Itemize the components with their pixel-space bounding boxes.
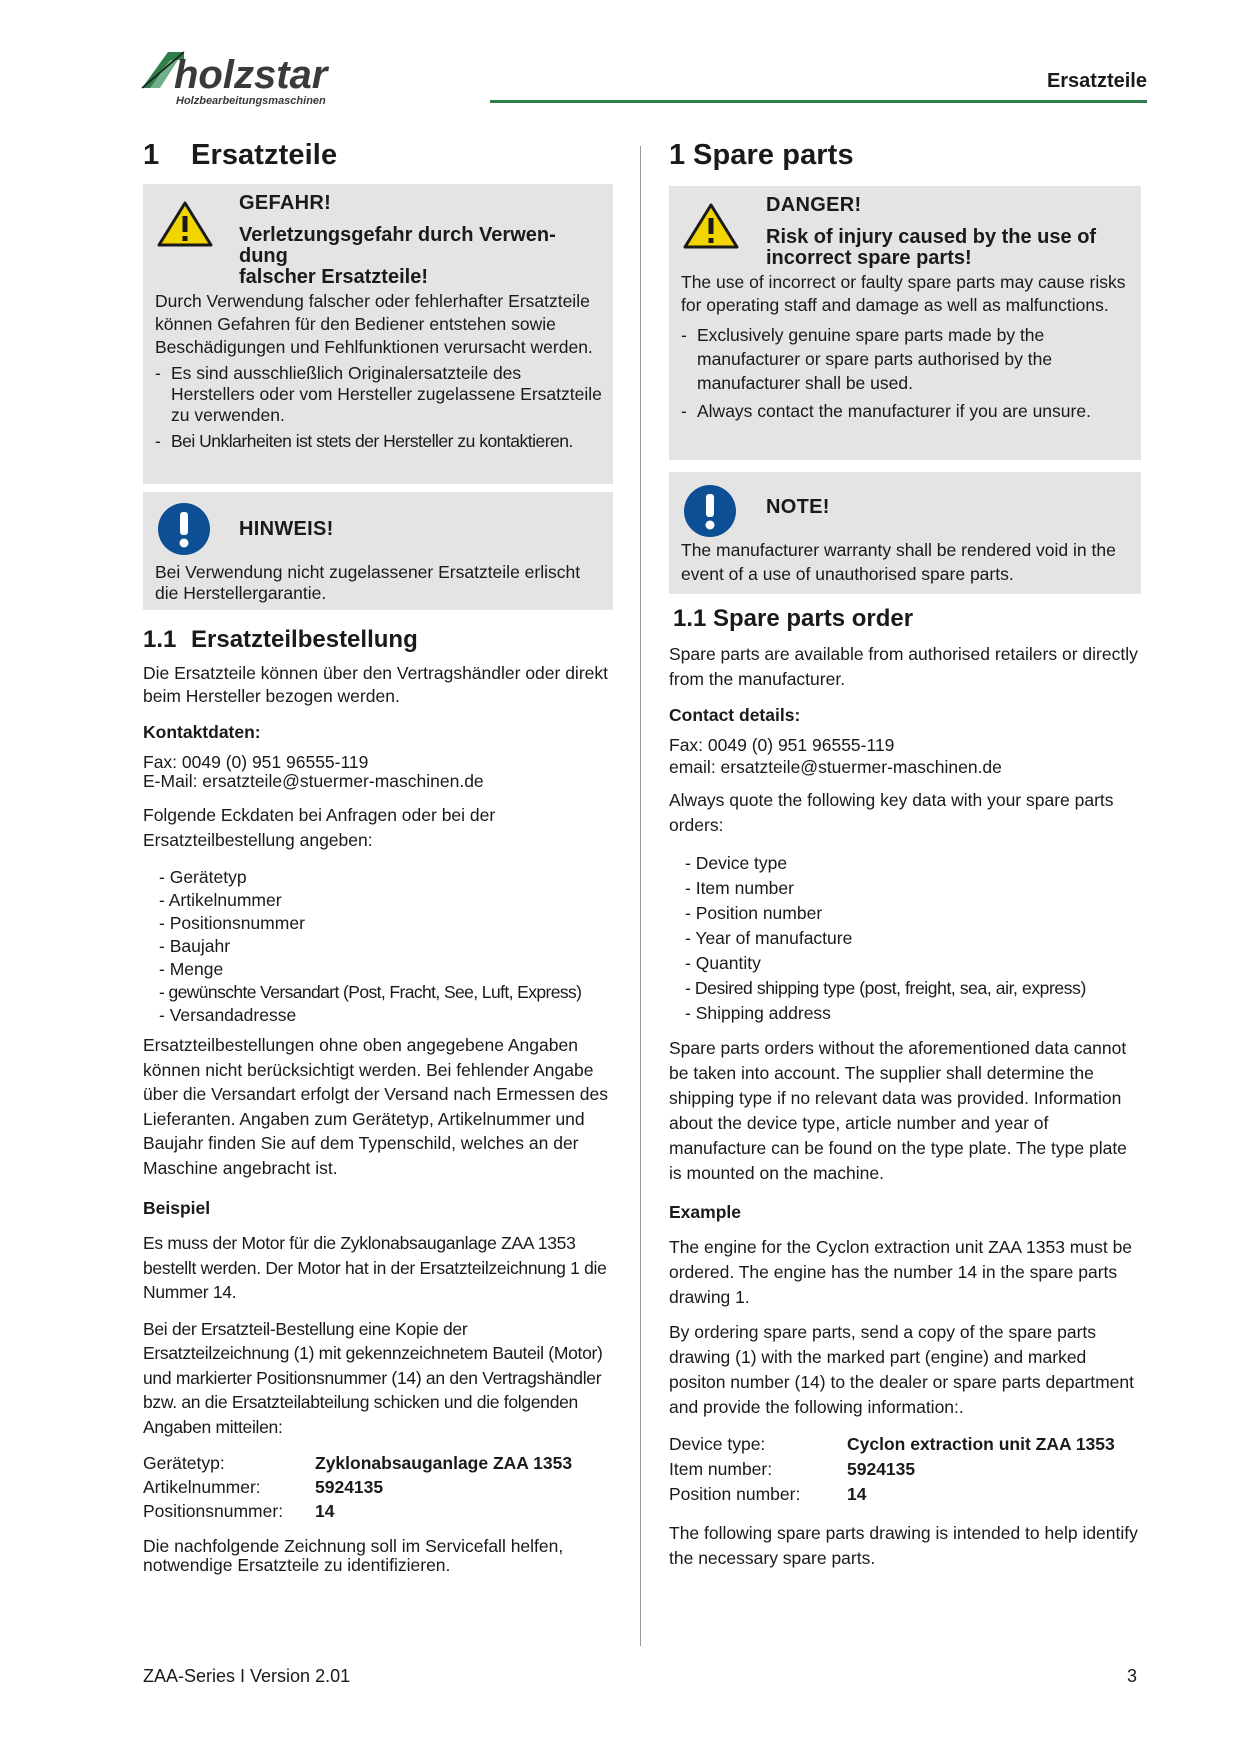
heading-number: 1.1 <box>673 605 707 632</box>
danger-subtitle-line1: Verletzungsgefahr durch Verwen- <box>239 224 556 246</box>
danger-text: Durch Verwendung falscher oder fehlerhafter Ersatzteile können Gefahren für den Bediener entstehen sowie Beschädigungen und Fehlfunktionen verursacht werden. <box>155 291 593 357</box>
table-row <box>669 1457 1115 1482</box>
example-table <box>669 1432 1115 1507</box>
list-item: - Device type <box>685 851 1141 876</box>
table-value: Zyklonabsauganlage ZAA 1353 <box>315 1453 573 1473</box>
exclamation-circle-icon <box>157 502 211 561</box>
contact-fax: Fax: 0049 (0) 951 96555-119 <box>669 735 895 755</box>
list-item: - Position number <box>685 901 1141 926</box>
table-key: Gerätetyp: <box>143 1453 225 1473</box>
heading-number: 1.1 <box>143 626 177 653</box>
danger-subtitle-line1: Risk of injury caused by the use of <box>766 226 1097 248</box>
header-section-title: Ersatzteile <box>1046 70 1147 92</box>
holzstar-logo <box>140 46 420 108</box>
column-divider <box>640 146 641 1646</box>
column-english <box>669 138 1141 1571</box>
table-value: 14 <box>315 1501 335 1521</box>
heading-number: 1 <box>143 139 160 171</box>
heading-text: Spare parts order <box>713 605 914 632</box>
exclamation-circle-icon <box>683 484 737 543</box>
logo-tagline: Holzbearbeitungsmaschinen <box>176 95 326 107</box>
list-item: - Item number <box>685 876 1141 901</box>
closing-text: Die nachfolgende Zeichnung soll im Servicefall helfen, notwendige Ersatzteile zu identifizieren. <box>143 1536 564 1575</box>
danger-item: - Exclusively genuine spare parts made by the manufacturer or spare parts authorised by the manufacturer shall be used. <box>681 323 1133 395</box>
footer-version: ZAA-Series I Version 2.01 <box>143 1666 351 1686</box>
key-data-list <box>669 851 1141 1026</box>
example-table <box>143 1451 572 1523</box>
heading-text: Spare parts <box>693 139 854 171</box>
column-german <box>143 138 613 1575</box>
example-text: Es muss der Motor für die Zyklonabsauganlage ZAA 1353 bestellt werden. Der Motor hat in der Ersatzteilzeichnung 1 die Nummer 14. <box>143 1233 607 1302</box>
danger-subtitle-line2: dung <box>239 245 288 267</box>
heading-number: 1 <box>669 139 686 171</box>
contact-label: Contact details: <box>669 705 801 725</box>
note-box <box>143 492 613 610</box>
danger-item: - Es sind ausschließlich Originalersatzteile des Herstellers oder vom Hersteller zugelassene Ersatzteile zu verwenden. <box>155 363 605 426</box>
list-item: - Baujahr <box>159 935 613 958</box>
note-box <box>669 472 1141 594</box>
page-number: 3 <box>1127 1666 1138 1686</box>
header-rule <box>490 100 1147 103</box>
example-text: By ordering spare parts, send a copy of the spare parts drawing (1) with the marked part (engine) and marked positon number (14) to the dealer or spare parts department and provide the following information:. <box>669 1322 1134 1417</box>
heading-ersatzteile <box>143 138 613 172</box>
contact-fax: Fax: 0049 (0) 951 96555-119 <box>143 752 369 772</box>
heading-spare-parts-order <box>673 604 1141 634</box>
key-data-list <box>143 866 613 1027</box>
list-item: - gewünschte Versandart (Post, Fracht, See, Luft, Express) <box>159 981 613 1004</box>
list-item: - Year of manufacture <box>685 926 1141 951</box>
danger-subtitle-line3: falscher Ersatzteile! <box>239 266 428 288</box>
list-item: - Positionsnummer <box>159 912 613 935</box>
example-label: Beispiel <box>143 1198 211 1218</box>
table-key: Item number: <box>669 1459 773 1479</box>
order-intro: Die Ersatzteile können über den Vertragshändler oder direkt beim Hersteller bezogen werden. <box>143 663 608 706</box>
table-key: Positionsnummer: <box>143 1501 284 1521</box>
table-value: 5924135 <box>315 1477 384 1497</box>
danger-text: The use of incorrect or faulty spare parts may cause risks for operating staff and damage as well as malfunctions. <box>681 272 1126 315</box>
table-value: 14 <box>847 1484 867 1504</box>
note-text: The manufacturer warranty shall be rendered void in the event of a use of unauthorised spare parts. <box>681 540 1116 584</box>
missing-data-text: Spare parts orders without the aforementioned data cannot be taken into account. The supplier shall determine the shipping type if no relevant data was provided. Information about the device type, article number and year of manufacture can be found on the type plate. The type plate is mounted on the machine. <box>669 1038 1127 1183</box>
list-item: - Desired shipping type (post, freight, sea, air, express) <box>685 976 1141 1001</box>
logo-wordmark: holzstar <box>174 53 328 97</box>
table-row <box>669 1432 1115 1457</box>
key-data-intro: Folgende Eckdaten bei Anfragen oder bei der Ersatzteilbestellung angeben: <box>143 805 496 850</box>
heading-ersatzteilbestellung <box>143 625 613 655</box>
danger-title: DANGER! <box>766 194 862 216</box>
table-value: 5924135 <box>847 1459 916 1479</box>
table-row <box>143 1451 572 1475</box>
danger-box <box>143 184 613 484</box>
note-title: NOTE! <box>766 496 830 518</box>
danger-item: - Bei Unklarheiten ist stets der Hersteller zu kontaktieren. <box>155 431 605 452</box>
danger-box <box>669 186 1141 460</box>
warning-triangle-icon <box>157 200 213 253</box>
danger-title: GEFAHR! <box>239 192 332 214</box>
warning-triangle-icon <box>683 202 739 255</box>
note-title: HINWEIS! <box>239 518 334 540</box>
list-item: - Quantity <box>685 951 1141 976</box>
logo-mark <box>140 46 420 108</box>
table-row <box>143 1475 572 1499</box>
table-key: Position number: <box>669 1484 801 1504</box>
contact-email: E-Mail: ersatzteile@stuermer-maschinen.de <box>143 771 484 791</box>
example-text: Bei der Ersatzteil-Bestellung eine Kopie der Ersatzteilzeichnung (1) mit gekennzeichnetem Bauteil (Motor) und markierter Positionsnummer (14) an den Vertragshändler bzw. an die Ersatzteilabteilung schicken und die folgenden Angaben mitteilen: <box>143 1318 603 1437</box>
table-value: Cyclon extraction unit ZAA 1353 <box>847 1434 1115 1454</box>
heading-text: Ersatzteilbestellung <box>191 626 418 653</box>
list-item: - Artikelnummer <box>159 889 613 912</box>
example-text: The engine for the Cyclon extraction unit ZAA 1353 must be ordered. The engine has the number 14 in the spare parts drawing 1. <box>669 1237 1133 1307</box>
list-item: - Shipping address <box>685 1001 1141 1026</box>
list-item: - Versandadresse <box>159 1004 613 1027</box>
missing-data-text: Ersatzteilbestellungen ohne oben angegebene Angaben können nicht berücksichtigt werden. Bei fehlender Angabe über die Versandart erfolgt der Versand nach Ermessen des Lieferanten. Angaben zum Gerätetyp, Artikelnummer und Baujahr finden Sie auf dem Typenschild, welches an der Maschine angebracht ist. <box>143 1035 608 1178</box>
danger-subtitle-line2: incorrect spare parts! <box>766 247 972 269</box>
table-row <box>669 1482 1115 1507</box>
table-row <box>143 1499 572 1523</box>
heading-text: Ersatzteile <box>191 139 338 171</box>
danger-item: - Always contact the manufacturer if you are unsure. <box>681 401 1133 422</box>
heading-spare-parts <box>669 138 1141 172</box>
closing-text: The following spare parts drawing is intended to help identify the necessary spare parts. <box>669 1523 1138 1568</box>
contact-label: Kontaktdaten: <box>143 722 261 742</box>
note-text: Bei Verwendung nicht zugelassener Ersatzteile erlischt die Herstellergarantie. <box>155 562 581 603</box>
example-label: Example <box>669 1202 741 1222</box>
order-intro: Spare parts are available from authorised retailers or directly from the manufacturer. <box>669 644 1138 689</box>
contact-email: email: ersatzteile@stuermer-maschinen.de <box>669 757 1002 777</box>
list-item: - Gerätetyp <box>159 866 613 889</box>
list-item: - Menge <box>159 958 613 981</box>
table-key: Device type: <box>669 1434 766 1454</box>
key-data-intro: Always quote the following key data with your spare parts orders: <box>669 790 1114 835</box>
table-key: Artikelnummer: <box>143 1477 261 1497</box>
